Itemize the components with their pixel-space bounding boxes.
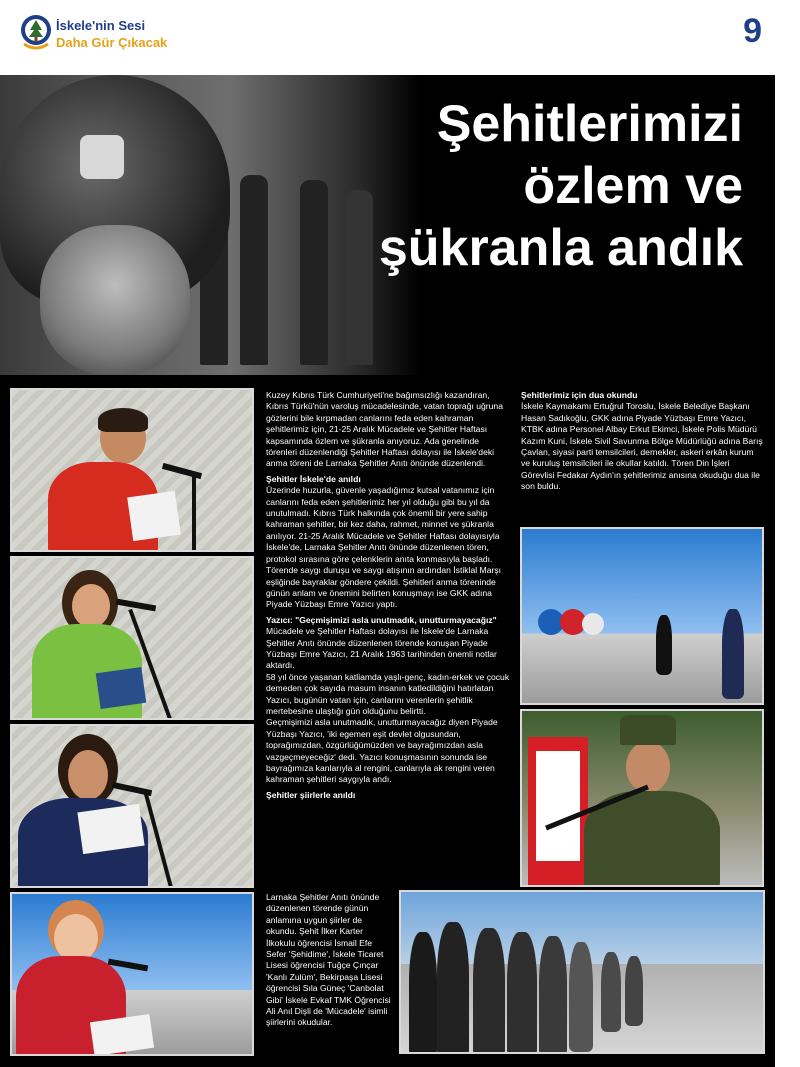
tree-logo-icon — [20, 14, 52, 52]
section-text: Larnaka Şehitler Anıtı önünde düzenlenen törende günün anlamına uygun şiirler de okundu. Şehit İlker Karter İlkokulu öğrencisi İsmail Efe Sefer 'Şehidime', İskele Ticaret Lisesi öğrencisi Tuğçe Çınçar 'Kanlı Zulüm', Bekirpaşa Lisesi öğrencisi Sıla Güneç 'Canbolat Gibi' İskele Evkaf TMK Öğrencisi Ali Anıl Dişli de 'Mücadele' isimli şiirlerini okudular. — [266, 892, 391, 1028]
section-text: Mücadele ve Şehitler Haftası dolayısı ile İskele'de Larnaka Şehitler Anıtı önünde düzenlenen törende konuşan Piyade Yüzbaşı Emre Yazıcı, 21 Aralık 1963 tarihinden önemli notlar aktardı. — [266, 626, 497, 671]
speaker-officer-photo — [520, 709, 764, 887]
helmet-badge-icon — [80, 135, 124, 179]
section-text: Geçmişimizi asla unutmadık, unutturmayacağız diyen Piyade Yüzbaşı Yazıcı, 'iki egemen eşit devlet olgusundan, toprağımızdan, özgürlüğümüzden ve bayrağımızdan asla vazgeçmeyeceğiz' dedi. Yazıcı konuşmasının sonunda ise bayrağımıza kanlarıyla al rengini, canlarıyla ak rengini veren kahraman şehitleri saygıyla andı. — [266, 717, 498, 785]
section-heading: Şehitler İskele'de anıldı — [266, 473, 361, 484]
section-text: 58 yıl önce yaşanan katliamda yaşlı-genç, kadın-erkek ve çocuk demeden çok sayıda masum insanın katledildiğini hatırlatan Yazıcı, bugünün vatan için, canlarını verenlerin şehitlik mertebesine ulaştığı gün olduğunu belirtti. — [266, 671, 510, 716]
brand-name: İskele'nin Sesi — [56, 18, 146, 33]
section-text: İskele Kaymakamı Ertuğrul Toroslu, İskele Belediye Başkanı Hasan Sadıkoğlu, GKK adına Piyade Yüzbaşı Emre Yazıcı, KTBK adına Personel Albay Erkut Ekimci, İskele Polis Müdürü Kazım Kuni, İskele Sivil Savunma Bölge Müdürlüğü adına Barış Çavlan, siyasi parti temsilcileri, dernekler, askeri erkân kurum ve kuruluş temsilcileri ile okullar katıldı. Tören Din İşleri Görevlisi Fedakar Aydın'ın şehitlerimiz anısına okuduğu dua ile son buldu. — [521, 401, 763, 492]
hero-section — [0, 75, 775, 375]
article-column-1 — [266, 390, 512, 801]
page-header — [0, 0, 800, 75]
ceremony-wreaths-photo — [520, 527, 764, 705]
article-column-2 — [521, 390, 765, 493]
student-photo-2 — [10, 556, 254, 720]
article-column-poems — [266, 892, 392, 1029]
officials-lineup-photo — [399, 890, 765, 1054]
section-heading: Şehitler şiirlerle anıldı — [266, 789, 356, 800]
student-photo-4 — [10, 892, 254, 1056]
brand-slogan: Daha Gür Çıkacak — [56, 35, 168, 50]
officer-silhouette — [240, 175, 268, 365]
section-text: Üzerinde huzurla, güvenle yaşadığımız kutsal vatanımız için canlarını feda eden şehitlerimiz her yıl olduğu gibi bu yıl da unutulmadı. Kıbrıs Türk halkında çok önemli bir yere sahip kahraman şehitler, bir kez daha, rahmet, minnet ve şükranla anılıyor. 21-25 Aralık Mücadele ve Şehitler Haftası dolayısıyla İskele'de, Larnaka Şehitler Anıtı önünde düzenlenen tören, protokol sırasına göre çelenklerin anıta konmasıyla başladı. Törende saygı duruşu ve saygı atışının ardından İstiklal Marşı eşliğinde bayraklar göndere çekildi. Şehitleri anma töreninde günün anlam ve önemini belirten konuşmayı ise GKK adına Piyade Yüzbaşı Emre Yazıcı yaptı. — [266, 485, 502, 610]
article-intro: Kuzey Kıbrıs Türk Cumhuriyeti'ne bağımsızlığı kazandıran, Kıbrıs Türkü'nün varoluş mücadelesinde, vatan toprağı uğruna gözlerini bile kırpmadan canlarını feda eden kahraman şehitlerimiz için, 21-25 Aralık Mücadele ve Şehitler Haftası kapsamında özlem ve şükranla anıyoruz. Ada genelinde törenleri düzenlendiği Şehitler Haftası dolayısı ile İskele'deki anma töreni de Larnaka Şehitler Anıtı önünde düzenlendi. — [266, 390, 503, 469]
page-number: 9 — [743, 12, 762, 50]
student-photo-1 — [10, 388, 254, 552]
officer-silhouette — [300, 180, 328, 365]
hero-photo — [0, 75, 420, 375]
student-photo-3 — [10, 724, 254, 888]
article-headline: Şehitlerimizi özlem ve şükranla andık — [378, 95, 743, 277]
masked-soldier-face — [40, 225, 190, 375]
section-heading: Şehitlerimiz için dua okundu — [521, 390, 638, 400]
section-heading: Yazıcı: "Geçmişimizi asla unutmadık, unutturmayacağız" — [266, 614, 497, 625]
